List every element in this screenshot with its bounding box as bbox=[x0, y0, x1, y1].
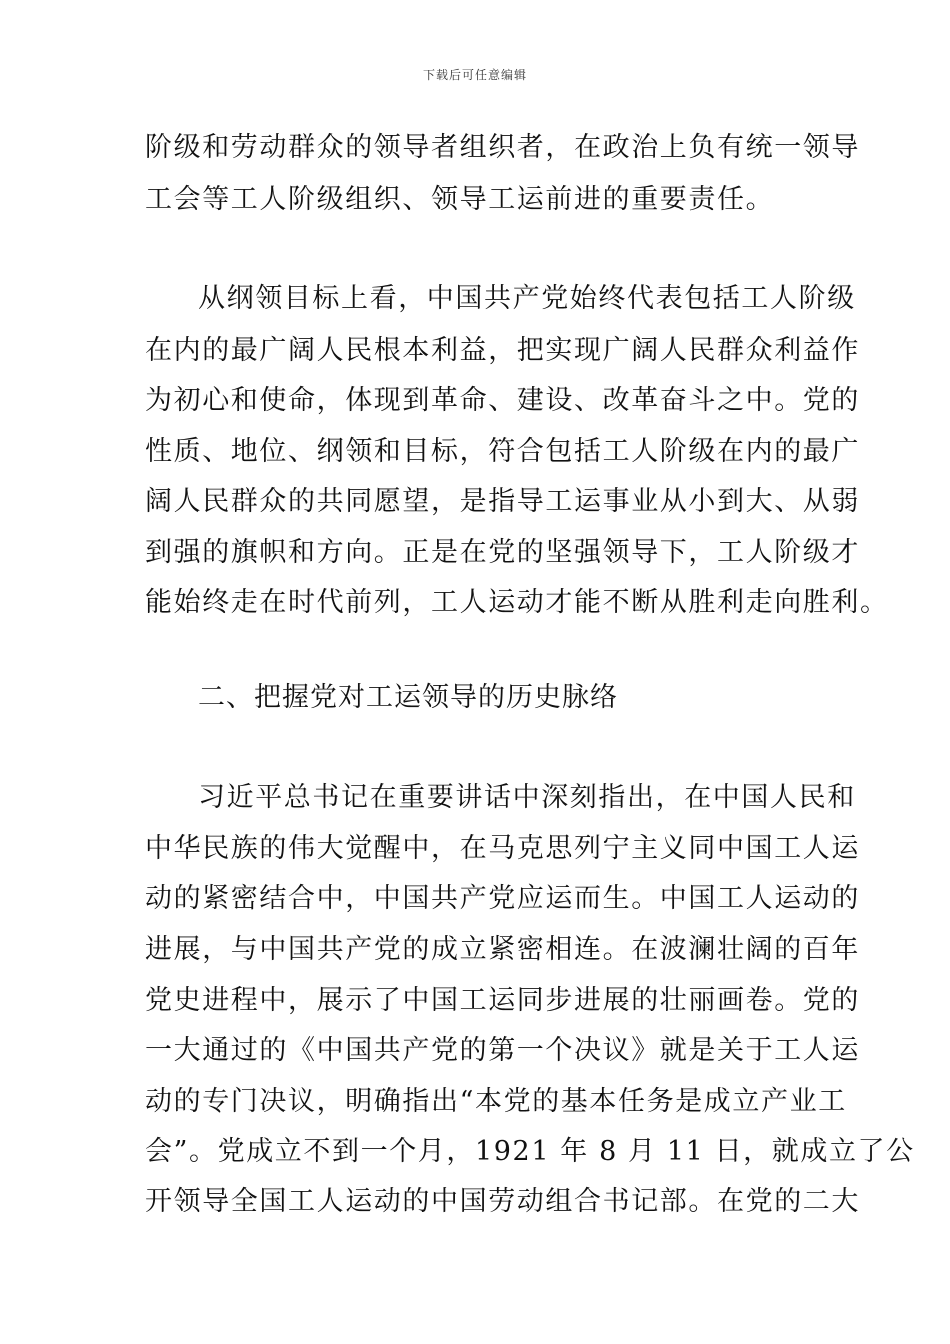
text-line: 工会等工人阶级组织、领导工运前进的重要责任。 bbox=[145, 184, 775, 215]
text-line: 进展，与中国共产党的成立紧密相连。在波澜壮阔的百年 bbox=[145, 934, 860, 965]
text-line: 习近平总书记在重要讲话中深刻指出，在中国人民和 bbox=[198, 782, 856, 813]
text-line: 开领导全国工人运动的中国劳动组合书记部。在党的二大 bbox=[145, 1186, 860, 1217]
text-line: 动的紧密结合中，中国共产党应运而生。中国工人运动的 bbox=[145, 883, 860, 914]
text-line: 阔人民群众的共同愿望，是指导工运事业从小到大、从弱 bbox=[145, 486, 860, 517]
section-heading: 二、把握党对工运领导的历史脉络 bbox=[198, 682, 618, 713]
text-line: 为初心和使命，体现到革命、建设、改革奋斗之中。党的 bbox=[145, 385, 860, 416]
text-line: 从纲领目标上看，中国共产党始终代表包括工人阶级 bbox=[198, 283, 856, 314]
text-line: 阶级和劳动群众的领导者组织者，在政治上负有统一领导 bbox=[145, 132, 860, 163]
text-line: 会”。党成立不到一个月，1921 年 8 月 11 日，就成立了公 bbox=[145, 1136, 915, 1167]
text-line: 党史进程中，展示了中国工运同步进展的壮丽画卷。党的 bbox=[145, 985, 860, 1016]
header-note: 下载后可任意编辑 bbox=[422, 68, 527, 82]
text-line: 性质、地位、纲领和目标，符合包括工人阶级在内的最广 bbox=[145, 436, 860, 467]
text-line: 在内的最广阔人民根本利益，把实现广阔人民群众利益作 bbox=[145, 335, 860, 366]
text-line: 一大通过的《中国共产党的第一个决议》就是关于工人运 bbox=[145, 1035, 860, 1066]
text-line: 动的专门决议，明确指出“本党的基本任务是成立产业工 bbox=[145, 1086, 847, 1117]
text-line: 中华民族的伟大觉醒中，在马克思列宁主义同中国工人运 bbox=[145, 833, 860, 864]
text-line: 能始终走在时代前列，工人运动才能不断从胜利走向胜利。 bbox=[145, 587, 889, 618]
text-line: 到强的旗帜和方向。正是在党的坚强领导下，工人阶级才 bbox=[145, 537, 860, 568]
